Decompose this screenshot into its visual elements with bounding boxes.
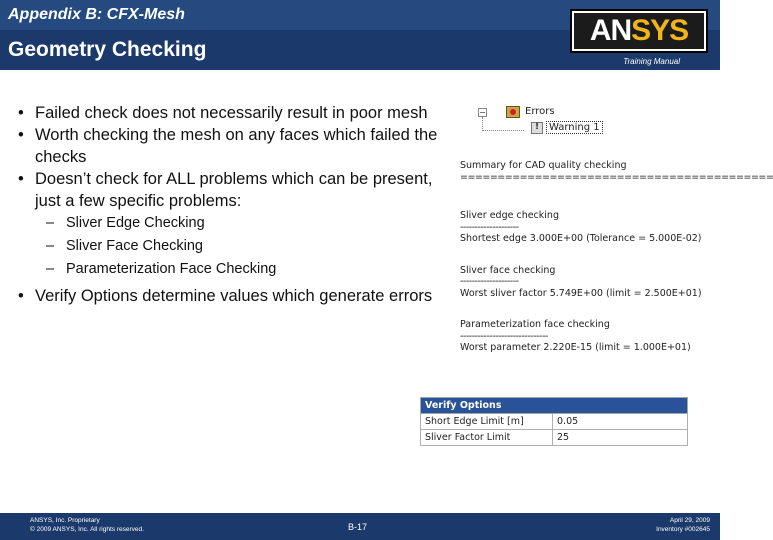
report-separator: -------------------- — [460, 276, 519, 287]
page-number: B-17 — [348, 522, 368, 532]
footer-inventory: Inventory #002645 — [656, 526, 710, 533]
footer-date: April 29, 2009 — [669, 517, 710, 524]
footer-bar — [0, 513, 720, 540]
report-edge-title: Sliver edge checking — [460, 210, 559, 221]
report-face-result: Worst sliver factor 5.749E+00 (limit = 2.500E+01) — [460, 287, 702, 299]
bullet-item: • Worth checking the mesh on any faces which failed the checks — [18, 124, 448, 168]
bullet-item: • Doesn’t check for ALL problems which can be present, just a few specific problems: — [18, 168, 448, 212]
tree-item-warning[interactable]: Warning 1 — [546, 121, 603, 134]
bullet-item: • Failed check does not necessarily result in poor mesh — [18, 102, 448, 124]
errors-folder-icon — [506, 106, 520, 118]
tree-connector — [482, 130, 524, 131]
short-edge-limit-value[interactable]: 0.05 — [553, 414, 688, 430]
warning-icon — [531, 122, 543, 134]
verify-options-table — [420, 397, 688, 446]
report-edge-result: Shortest edge 3.000E+00 (Tolerance = 5.000E-02) — [460, 233, 702, 244]
app-title: Appendix B: CFX-Mesh — [8, 6, 185, 23]
report-param-title: Parameterization face checking — [460, 319, 610, 330]
table-row — [421, 414, 688, 430]
short-edge-limit-label: Short Edge Limit [m] — [421, 414, 553, 430]
footer-rights: © 2009 ANSYS, Inc. All rights reserved. — [30, 526, 144, 533]
report-separator: -------------------- — [460, 221, 519, 233]
sub-bullet-item: – Sliver Face Checking — [18, 235, 448, 258]
footer-date-inventory — [656, 516, 710, 534]
tree-connector — [482, 117, 483, 131]
sliver-factor-limit-label: Sliver Factor Limit — [421, 430, 553, 446]
footer-copyright — [30, 516, 144, 534]
table-row — [421, 430, 688, 446]
report-separator: ========================================== — [460, 171, 773, 183]
cad-quality-report — [460, 160, 773, 354]
footer-proprietary: ANSYS, Inc. Proprietary — [30, 517, 100, 524]
sub-bullet-item: – Parameterization Face Checking — [18, 258, 448, 281]
errors-tree — [478, 104, 698, 138]
logo-text-sys: SYS — [631, 14, 689, 47]
bullet-list — [18, 102, 448, 307]
collapse-icon[interactable]: − — [479, 108, 486, 117]
logo-text-an: AN — [589, 14, 632, 47]
report-param-result: Worst parameter 2.220E-15 (limit = 1.000E+01) — [460, 342, 691, 353]
training-manual-label: Training Manual — [623, 57, 680, 66]
report-separator: ------------------------------ — [460, 330, 548, 342]
sliver-factor-limit-value[interactable]: 25 — [553, 430, 688, 446]
sub-bullet-item: – Sliver Edge Checking — [18, 212, 448, 235]
page-title: Geometry Checking — [8, 38, 207, 61]
tree-item-errors[interactable]: Errors — [525, 106, 555, 117]
report-summary-title: Summary for CAD quality checking — [460, 160, 627, 171]
ansys-logo — [570, 9, 708, 53]
bullet-item: • Verify Options determine values which generate errors — [18, 285, 448, 307]
report-face-title: Sliver face checking — [460, 264, 556, 276]
verify-options-header: Verify Options — [421, 398, 688, 414]
